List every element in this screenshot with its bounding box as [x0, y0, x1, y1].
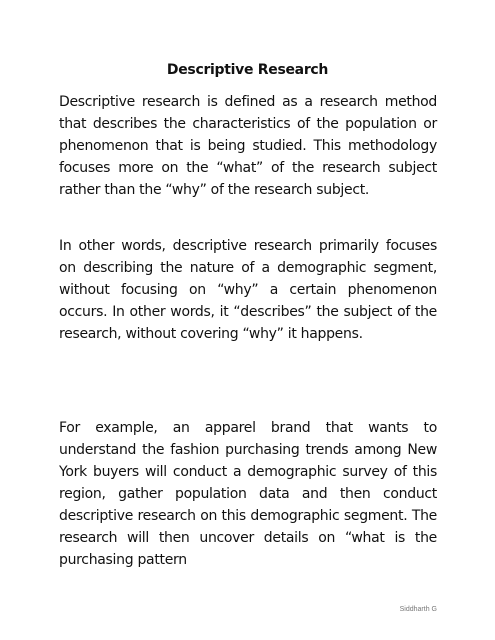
- page-footer-author: Siddharth G: [399, 606, 437, 613]
- paragraph-example: For example, an apparel brand that wants to understand the fashion purchasing trends among New York buyers will conduct a demographic survey of this region, gather population data and then conduct descriptive research on this demographic segment. The research will then uncover details on “what is the purchasing pattern: [59, 420, 437, 568]
- paragraph-definition: Descriptive research is defined as a research method that describes the characteristics of the population or phenomenon that is being studied. This methodology focuses more on the “what” of the research subject rather than the “why” of the research subject.: [59, 94, 437, 198]
- paragraph-other-words: In other words, descriptive research primarily focuses on describing the nature of a demographic segment, without focusing on “why” a certain phenomenon occurs. In other words, it “describes” the subject of the research, without covering “why” it happens.: [59, 238, 437, 342]
- document-title: Descriptive Research: [166, 62, 329, 78]
